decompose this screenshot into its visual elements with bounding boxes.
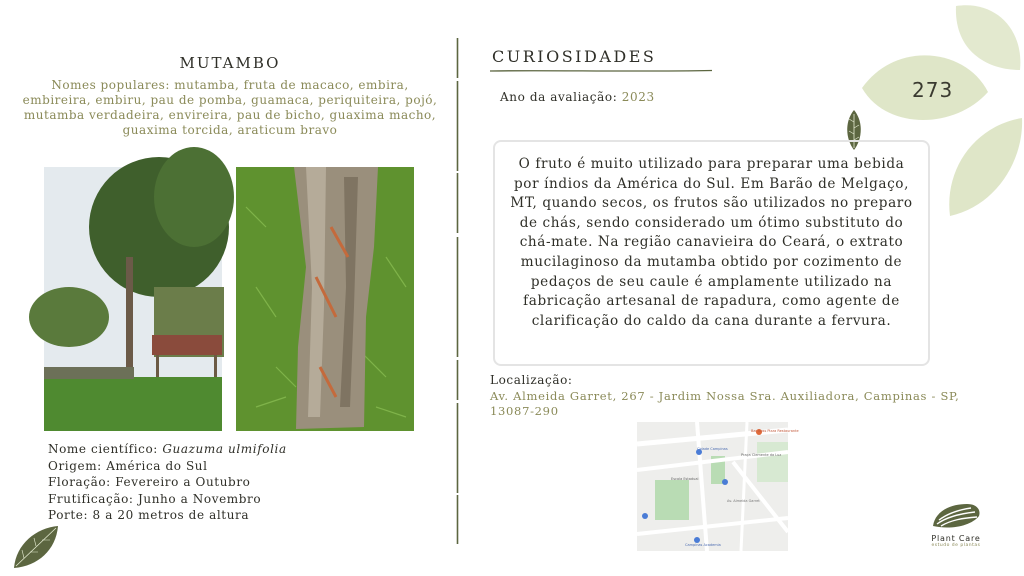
scientific-name-row <box>48 441 448 458</box>
scientific-name-label: Nome científico: <box>48 442 158 456</box>
map-label-5: Campinas Academia <box>685 543 721 547</box>
location-address[interactable]: Av. Almeida Garret, 267 - Jardim Nossa Sra. Auxiliadora, Campinas - SP, 13087-290 <box>490 389 960 418</box>
plant-number-badge: 273 <box>912 78 954 102</box>
popular-names <box>18 78 442 138</box>
tree-photo <box>44 167 222 431</box>
brand-name: Plant Care <box>931 534 981 543</box>
trunk-photo-illustration <box>236 167 414 431</box>
plant-title: MUTAMBO <box>179 54 281 72</box>
curiosities-text: O fruto é muito utilizado para preparar uma bebida por índios da América do Sul. Em Barão de Melgaço, MT, quando secos, os frutos são utilizados no preparo de chás, sendo considerado um ótimo substituto do chá-mate. Na região canavieira do Ceará, o extrato mucilaginoso da mutamba obtido por cozimento de pedaços de seu caule é amplamente utilizado na fabricação artesanal de rapadura, como agente de clarificação do caldo da cana durante a fervura. <box>493 140 930 366</box>
flowering-row <box>48 474 448 491</box>
size-row <box>48 507 448 524</box>
location-label: Localização: <box>490 373 573 387</box>
flowering-label: Floração: <box>48 475 111 490</box>
fruiting-row <box>48 491 448 508</box>
popular-names-label: Nomes populares: <box>51 78 170 92</box>
tree-photo-illustration <box>44 167 222 431</box>
map-label-1: Cidade Campinas <box>697 447 728 451</box>
map-illustration <box>637 422 799 551</box>
brand-tagline: estudo de plantas <box>931 543 981 548</box>
curiosities-title: CURIOSIDADES <box>492 47 657 66</box>
origin-label: Origem: <box>48 458 102 473</box>
scientific-name-value: Guazuma ulmifolia <box>162 442 287 456</box>
title-underline <box>490 68 712 74</box>
map-label-4: Av. Almeida Garret <box>727 499 760 503</box>
corner-leaf-icon <box>12 524 60 570</box>
size-value: 8 a 20 metros de altura <box>92 508 250 523</box>
origin-row <box>48 458 448 475</box>
evaluation-year-label: Ano da avaliação: <box>500 90 618 104</box>
popular-names-value: mutamba, fruta de macaco, embira, embireira, embiru, pau de pomba, guamaca, periquiteira, pojó, mutamba verdadeira, envireira, pau de bicho, guaxima macho, guaxima torcida, araticum bravo <box>22 78 438 137</box>
map-label-2: Praça Clemente da Luz <box>741 453 782 457</box>
plant-care-logo <box>922 502 990 548</box>
map-label-0: Bar Boss Pizza Restaurante <box>751 429 799 433</box>
evaluation-year-value: 2023 <box>621 90 655 104</box>
location-map[interactable] <box>637 422 799 551</box>
fruiting-value: Junho a Novembro <box>137 491 262 506</box>
size-label: Porte: <box>48 508 89 523</box>
map-label-3: Escola Estadual <box>671 477 699 481</box>
evaluation-year <box>500 90 655 104</box>
flowering-value: Fevereiro a Outubro <box>115 475 251 490</box>
trunk-photo <box>236 167 414 431</box>
plant-care-logo-icon <box>931 502 981 528</box>
plant-info <box>48 441 448 524</box>
origin-value: América do Sul <box>106 458 208 473</box>
column-divider <box>456 38 459 544</box>
fruiting-label: Frutificação: <box>48 491 134 506</box>
